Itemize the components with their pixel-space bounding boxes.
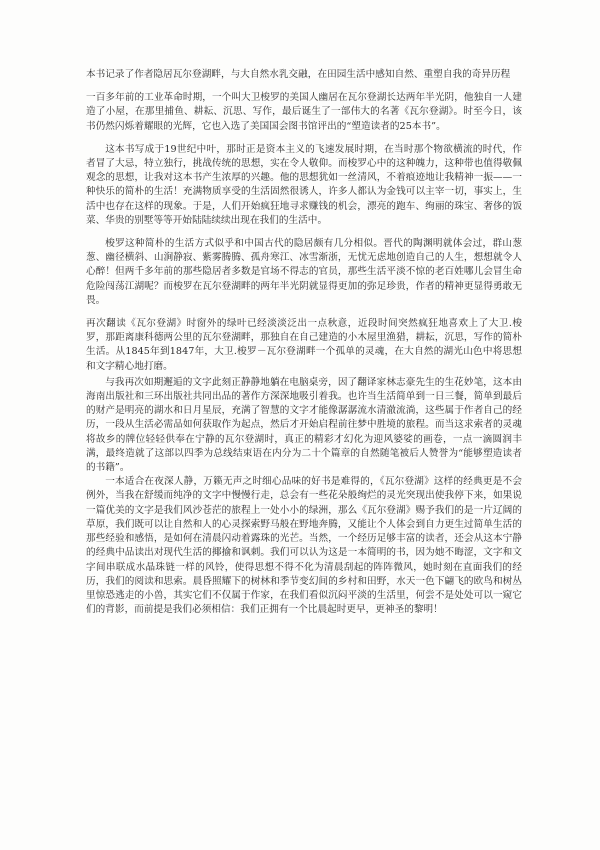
translation-paragraph: 与我再次如期邂逅的文字此刻正静静地躺在电脑桌旁，因了翻译家林志豪先生的生花妙笔，这本由海南出版社和三环出版社共同出品的著作方深深地吸引着我。也许当生活简单到一日三餐，简单到最后的财产是明亮的湖水和日月星辰，充满了智慧的文字才能像潺潺流水清澈流淌，这些属于作者自己的经历，一段从生活必需品如何获取作为起点，然后才开始启程前往梦中胜境的旅程。而当这求索者的灵魂将故乡的牌位轻轻供奉在宁静的瓦尔登湖时，真正的精彩才幻化为迎风婆娑的画卷，一点一滴圆润丰满，最终造就了这部以四季为总线结束语在内分为二十个篇章的自然随笔被后人赞誉为“能够塑造读者的书籍”。 [86, 376, 522, 474]
reread-paragraph: 再次翻读《瓦尔登湖》时窗外的绿叶已经淡淡泛出一点秋意，近段时间突然疯狂地喜欢上了大卫.梭罗，那距离康科德两公里的瓦尔登湖畔，那独自在自己建造的小木屋里渔猎，耕耘，沉思，写作的简朴生活。从1845年到1847年，大卫.梭罗－瓦尔登湖畔一个孤单的灵魂，在大自然的湖光山色中将思想和文字精心地打磨。 [86, 318, 522, 372]
simple-life-paragraph: 梭罗这种简朴的生活方式似乎和中国古代的隐居颇有几分相似。晋代的陶渊明就体会过，群山葱葱、幽径横斜、山涧静寂、紫雾腾腾、孤舟寒江、冰雪渐浙，无忧无虑地创造自己的人生，想想就令人心醉！但两千多年前的那些隐居者多数是官场不得志的官员，那些生活平淡不惊的老百姓哪儿会冒生命危险闯荡江湖呢？而梭罗在瓦尔登湖畔的两年半光阴就显得更加的弥足珍贵，作者的精神更显得勇敢无畏。 [86, 238, 522, 306]
history-paragraph: 一百多年前的工业革命时期，一个叫大卫梭罗的美国人幽居在瓦尔登湖长达两年半光阴，他独自一人建造了小屋，在那里捕鱼、耕耘、沉思、写作，最后诞生了一部伟大的名著《瓦尔登湖》。时至今日，该书仍然闪烁着耀眼的光辉，它也入选了美国国会图书馆评出的“塑造读者的25本书”。 [86, 92, 522, 132]
intro-paragraph: 本书记录了作者隐居瓦尔登湖畔，与大自然水乳交融，在田园生活中感知自然、重塑自我的奇异历程 [86, 69, 511, 80]
era-paragraph: 这本书写成于19世纪中叶，那时正是资本主义的飞速发展时期，在当时那个物欲横流的时代，作者冒了大忌，特立独行，挑战传统的思想，实在令人敬仰。而梭罗心中的这种魄力，这种带也值得敬佩观念的思想，让我对这本书产生浓厚的兴趣。他的思想犹如一丝清风，不着痕迹地让我精神一振——一种快乐的简朴的生活！充满物质享受的生活固然很诱人，许多人都认为金钱可以主宰一切，事实上，生活中也存在这样的现象。于是，人们开始疯狂地寻求赚钱的机会，漂亮的跑车、绚丽的珠宝、奢侈的饭菜、华贵的别墅等等开始陆陆续续出现在我们的生活中。 [86, 143, 522, 226]
night-reading-paragraph: 一本适合在夜深人静，万籁无声之时细心品味的好书是难得的，《瓦尔登湖》这样的经典更是不会例外，当我在舒缓而纯净的文字中慢慢行走，总会有一些花朵般绚烂的灵光突现出使我停下来，如果说一篇优美的文字是我们风沙苍茫的旅程上一处小小的绿洲，那么《瓦尔登湖》赐予我们的是一片辽阔的草原，我们既可以让自然和人的心灵探索野马般在野地奔腾，又能让个人体会到自力更生过简单生活的那些经验和感悟，是如何在清晨闪动着露珠的光芒。当然，一个经历足够丰富的读者，还会从这本宁静的经典中品读出对现代生活的揶揄和讽刺。我们可以认为这是一本简明的书，因为她不晦涩，文字和文字间串联成水晶珠链一样的风铃，使得思想不得不化为清晨刮起的阵阵微风，她时刻在直面我们的经历，我们的阅读和思索。晨昏照耀下的树林和季节变幻间的乡村和田野，水天一色下翩飞的欧鸟和树丛里惊恐逃走的小兽，其实它们不仅属于作家，在我们看似沉闷平淡的生活里，何尝不是处处可以一窥它们的背影，而前提是我们必须相信：我们正拥有一个比晨起时更早，更神圣的黎明！ [86, 476, 522, 616]
